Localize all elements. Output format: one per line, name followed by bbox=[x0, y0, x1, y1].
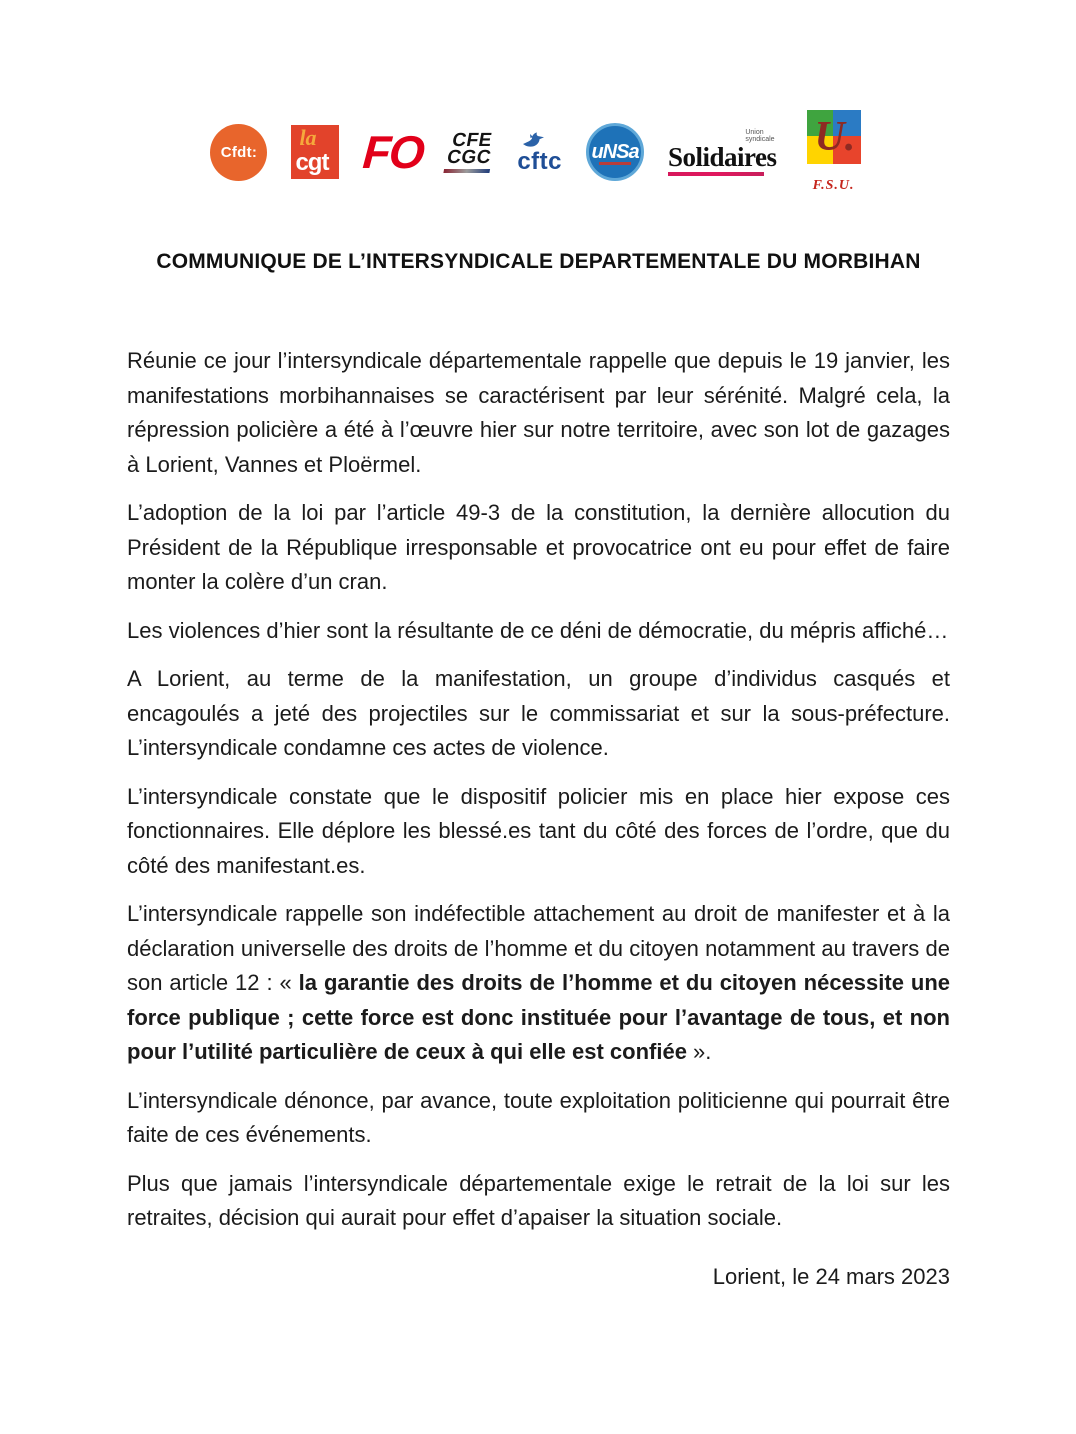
cgt-logo-square bbox=[291, 125, 339, 179]
solidaires-logo-subtitle-line1: Union bbox=[745, 128, 764, 136]
cfe-cgc-logo bbox=[445, 129, 495, 173]
page-title: COMMUNIQUE DE L’INTERSYNDICALE DEPARTEMENTALE DU MORBIHAN bbox=[156, 250, 921, 273]
unsa-logo-circle bbox=[586, 123, 644, 181]
unsa-logo-text: uNSa bbox=[591, 140, 639, 163]
cgt-logo bbox=[291, 125, 339, 179]
paragraph-3: Les violences d’hier sont la résultante de ce déni de démocratie, du mépris affiché… bbox=[127, 617, 949, 643]
cfe-cgc-logo-line2: CGC bbox=[445, 146, 494, 168]
fsu-logo bbox=[801, 110, 867, 194]
solidaires-logo-underline bbox=[668, 172, 764, 176]
cfdt-logo-circle bbox=[210, 124, 267, 181]
solidaires-logo-text: Solidaires bbox=[668, 141, 777, 172]
paragraph-1: Réunie ce jour l’intersyndicale départementale rappelle que depuis le 19 janvier, les manifestations morbihannaises se caractérisent par leur sérénité. Malgré cela, la répression policière a été à l’œuvre hier sur notre territoire, avec son lot de gazages à Lorient, Vannes et Ploërmel. bbox=[127, 348, 950, 477]
unsa-logo-banner bbox=[599, 162, 631, 165]
paragraph-6-quote: la garantie des droits de l’homme et du citoyen nécessite une force publique ; cette force est donc instituée pour l’avantage de tous, et non pour l’utilité particulière de ceux à qui elle est confiée bbox=[127, 970, 950, 1064]
paragraph-6-intro: L’intersyndicale rappelle son indéfectible attachement au droit de manifester et à la déclaration universelle des droits de l’homme et du citoyen notamment au travers de son article 12 : « bbox=[127, 901, 950, 995]
paragraph-2: L’adoption de la loi par l’article 49-3 de la constitution, la dernière allocution du Président de la République irresponsable et provocatrice ont eu pour effet de faire monter la colère d’un cran. bbox=[127, 500, 950, 594]
paragraph-7: L’intersyndicale dénonce, par avance, toute exploitation politicienne qui pourrait être faite de ces événements. bbox=[127, 1087, 950, 1147]
fsu-logo-caption: F.S.U. bbox=[812, 178, 855, 193]
paragraph-6 bbox=[127, 897, 950, 1070]
fo-logo bbox=[361, 126, 426, 178]
cfe-cgc-logo-stripe bbox=[444, 169, 491, 173]
cfe-cgc-logo-block bbox=[444, 129, 497, 173]
paragraph-8: Plus que jamais l’intersyndicale départementale exige le retrait de la loi sur les retraites, décision qui aurait pour effet d’apaiser la situation sociale. bbox=[127, 1170, 950, 1230]
fo-logo-text: FO bbox=[361, 126, 426, 178]
unsa-logo bbox=[586, 123, 644, 181]
solidaires-logo-subtitle bbox=[745, 129, 774, 143]
paragraph-4: A Lorient, au terme de la manifestation, un groupe d’individus casqués et encagoulés a jeté des projectiles sur le commissariat et sur la sous-préfecture. L’intersyndicale condamne ces actes de violence. bbox=[127, 666, 950, 760]
cgt-logo-text: cgt bbox=[295, 149, 329, 176]
document-body bbox=[127, 344, 950, 1236]
date-line: Lorient, le 24 mars 2023 bbox=[712, 1263, 950, 1289]
solidaires-logo bbox=[668, 129, 777, 176]
solidaires-logo-subtitle-line2: syndicale bbox=[745, 135, 775, 143]
cfe-cgc-logo-line1: CFE bbox=[450, 129, 495, 151]
cftc-logo bbox=[517, 131, 562, 173]
paragraph-5: L’intersyndicale constate que le dispositif policier mis en place hier expose ces fonctionnaires. Elle déplore les blessé.es tant du côté des forces de l’ordre, que du côté des manifestant.es. bbox=[127, 783, 950, 878]
cgt-logo-script: la bbox=[299, 125, 317, 150]
cfdt-logo bbox=[210, 124, 267, 181]
fsu-logo-u-text: U. bbox=[814, 114, 856, 160]
cfdt-logo-text: Cfdt: bbox=[220, 143, 258, 161]
cftc-logo-text: cftc bbox=[517, 148, 563, 175]
union-logos-row bbox=[127, 106, 950, 198]
paragraph-6-closing: ». bbox=[686, 1039, 712, 1064]
